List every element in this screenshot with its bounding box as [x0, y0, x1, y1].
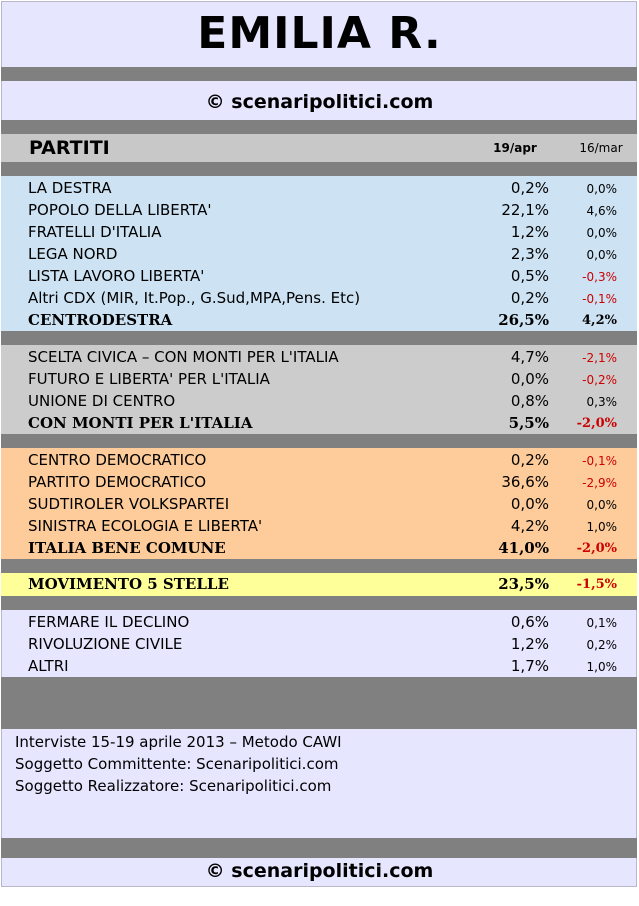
section-monti [1, 345, 637, 434]
value-change: -0,3% [582, 270, 617, 284]
total-change: -2,0% [576, 416, 617, 431]
table-row [1, 346, 637, 368]
value-change: 4,6% [586, 204, 617, 218]
header-label: PARTITI [29, 137, 110, 159]
value-current: 0,2% [510, 179, 549, 197]
party-name: FERMARE IL DECLINO [28, 613, 190, 631]
party-name: SCELTA CIVICA – CON MONTI PER L'ITALIA [28, 348, 339, 366]
survey-notes [15, 731, 342, 797]
party-name: ALTRI [28, 657, 69, 675]
party-name: RIVOLUZIONE CIVILE [28, 635, 183, 653]
divider [1, 162, 637, 176]
party-name: CENTRO DEMOCRATICO [28, 451, 207, 469]
value-current: 0,0% [510, 495, 549, 513]
value-current: 4,2% [510, 517, 549, 535]
section-italia-bene-comune [1, 448, 637, 559]
value-change: -2,1% [582, 351, 617, 365]
divider [1, 838, 637, 858]
value-change: 0,0% [586, 226, 617, 240]
page-title: EMILIA R. [197, 8, 442, 59]
divider-block [1, 677, 637, 729]
value-current: 4,7% [510, 348, 549, 366]
value-current: 0,0% [510, 370, 549, 388]
section-centrodestra [1, 176, 637, 331]
coalition-name: CENTRODESTRA [28, 311, 173, 329]
note-line: Soggetto Committente: Scenaripolitici.com [15, 755, 339, 773]
table-row [1, 199, 637, 221]
table-row [1, 471, 637, 493]
party-name: Altri CDX (MIR, It.Pop., G.Sud,MPA,Pens. Etc) [28, 289, 361, 307]
value-current: 1,2% [510, 635, 549, 653]
value-change: -0,2% [582, 373, 617, 387]
section-others [1, 610, 637, 677]
table-row [1, 449, 637, 471]
total-current: 41,0% [498, 539, 549, 557]
value-current: 0,5% [510, 267, 549, 285]
coalition-name: MOVIMENTO 5 STELLE [28, 575, 229, 593]
header-col-current: 19/apr [493, 141, 537, 155]
table-row [1, 515, 637, 537]
table-row [1, 221, 637, 243]
value-current: 36,6% [501, 473, 549, 491]
value-change: 1,0% [586, 660, 617, 674]
total-row [1, 412, 637, 434]
party-name: UNIONE DI CENTRO [28, 392, 176, 410]
party-name: LISTA LAVORO LIBERTA' [28, 267, 205, 285]
party-name: POPOLO DELLA LIBERTA' [28, 201, 212, 219]
divider [1, 596, 637, 610]
total-change: -1,5% [576, 577, 617, 592]
section-movimento-5-stelle [1, 573, 637, 596]
note-line: Interviste 15-19 aprile 2013 – Metodo CAWI [15, 733, 342, 751]
total-change: -2,0% [576, 541, 617, 556]
header-col-previous: 16/mar [579, 141, 623, 155]
value-change: 0,0% [586, 248, 617, 262]
coalition-name: CON MONTI PER L'ITALIA [28, 414, 253, 432]
total-current: 5,5% [508, 414, 549, 432]
site-credit-top: © scenaripolitici.com [205, 91, 434, 113]
party-name: PARTITO DEMOCRATICO [28, 473, 207, 491]
divider [1, 434, 637, 448]
party-name: LEGA NORD [28, 245, 118, 263]
total-row [1, 309, 637, 331]
value-current: 0,6% [510, 613, 549, 631]
value-change: 0,0% [586, 498, 617, 512]
site-credit-bottom: © scenaripolitici.com [205, 860, 434, 882]
value-current: 22,1% [501, 201, 549, 219]
table-row [1, 390, 637, 412]
value-current: 0,8% [510, 392, 549, 410]
table-row [1, 177, 637, 199]
table-header [1, 134, 637, 162]
value-change: 0,0% [586, 182, 617, 196]
divider [1, 331, 637, 345]
party-name: FUTURO E LIBERTA' PER L'ITALIA [28, 370, 270, 388]
value-change: -2,9% [582, 476, 617, 490]
coalition-name: ITALIA BENE COMUNE [28, 539, 226, 557]
value-change: 0,1% [586, 616, 617, 630]
value-change: 0,3% [586, 395, 617, 409]
table-row [1, 287, 637, 309]
note-line: Soggetto Realizzatore: Scenaripolitici.com [15, 777, 332, 795]
value-current: 1,7% [510, 657, 549, 675]
divider [1, 67, 637, 81]
table-row [1, 243, 637, 265]
value-current: 0,2% [510, 289, 549, 307]
total-current: 23,5% [498, 575, 549, 593]
table-row [1, 655, 637, 677]
table-row [1, 611, 637, 633]
total-change: 4,2% [582, 313, 617, 328]
party-name: SUDTIROLER VOLKSPARTEI [28, 495, 230, 513]
table-row [1, 493, 637, 515]
value-current: 1,2% [510, 223, 549, 241]
value-change: 0,2% [586, 638, 617, 652]
party-name: LA DESTRA [28, 179, 112, 197]
value-current: 0,2% [510, 451, 549, 469]
table-row [1, 265, 637, 287]
table-row [1, 368, 637, 390]
party-name: FRATELLI D'ITALIA [28, 223, 162, 241]
party-name: SINISTRA ECOLOGIA E LIBERTA' [28, 517, 263, 535]
value-change: -0,1% [582, 292, 617, 306]
total-current: 26,5% [498, 311, 549, 329]
total-row [1, 573, 637, 595]
value-current: 2,3% [510, 245, 549, 263]
divider [1, 120, 637, 134]
value-change: 1,0% [586, 520, 617, 534]
total-row [1, 537, 637, 559]
divider [1, 559, 637, 573]
value-change: -0,1% [582, 454, 617, 468]
table-row [1, 633, 637, 655]
